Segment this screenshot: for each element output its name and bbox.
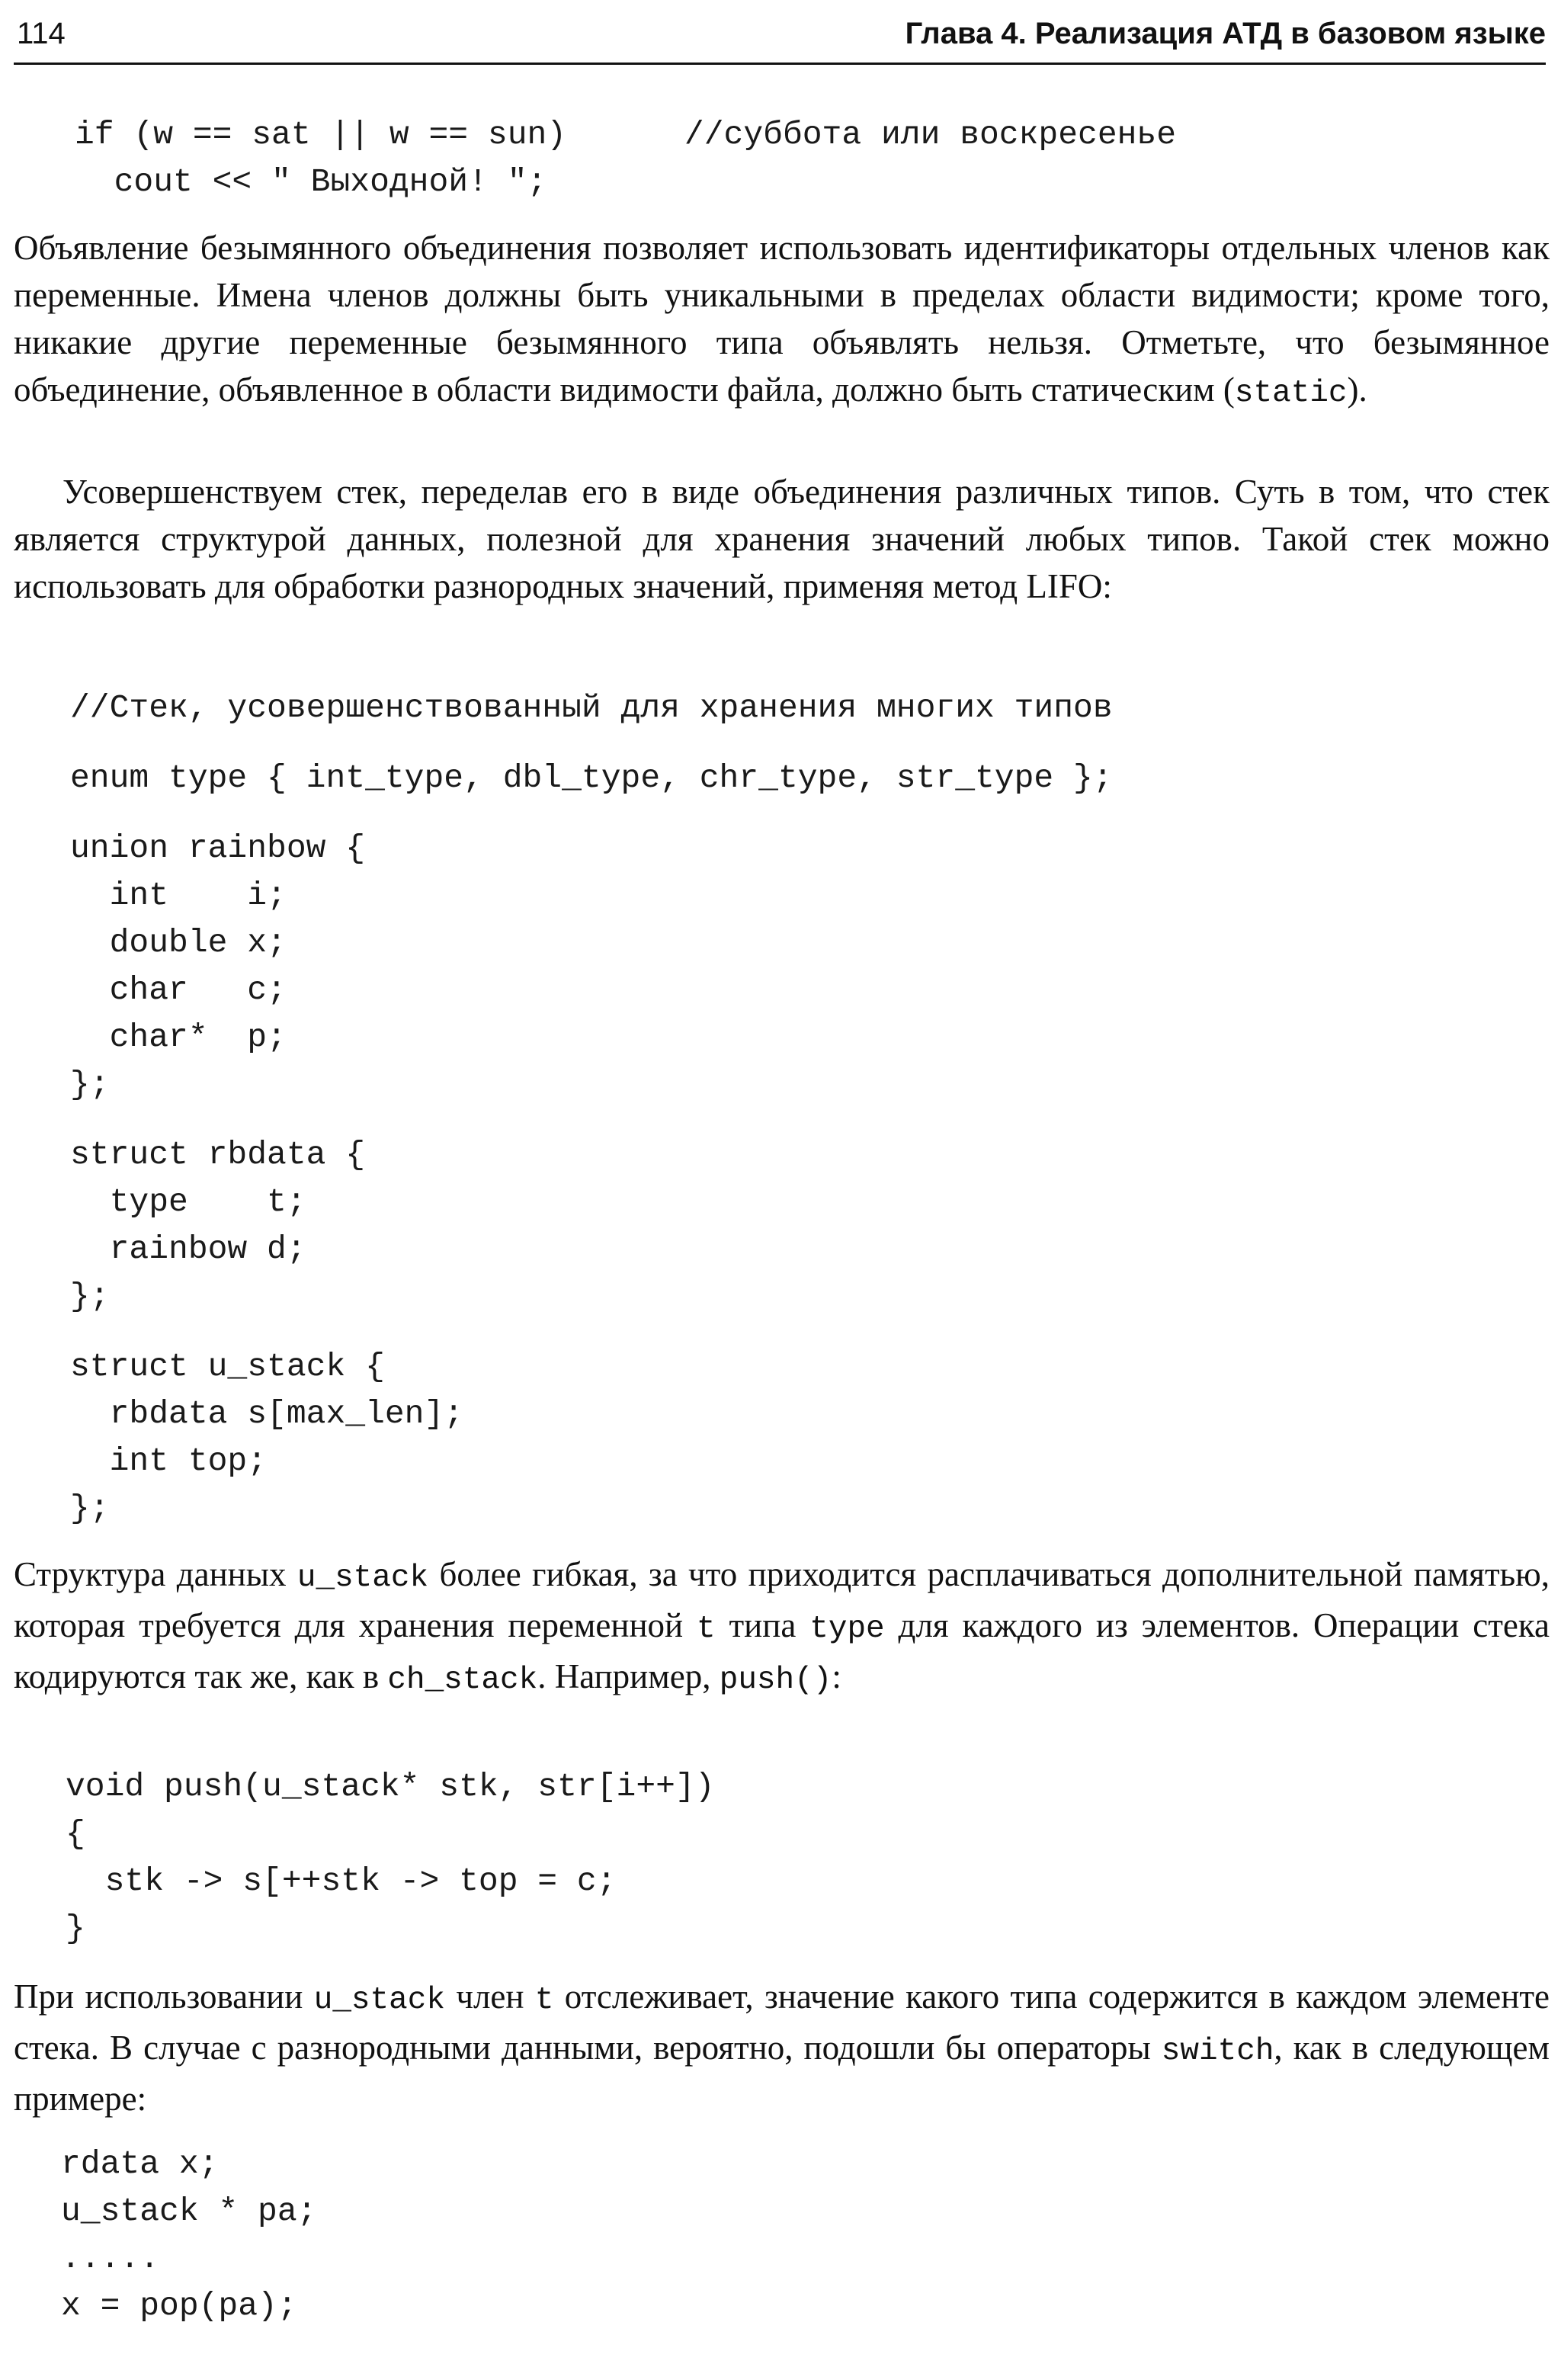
paragraph-switch-usage <box>14 1973 1550 2122</box>
code-line: u_stack * pa; <box>61 2192 317 2230</box>
code-line <box>70 802 1113 825</box>
code-line: rdata x; <box>61 2145 219 2183</box>
code-line: ..... <box>61 2240 160 2277</box>
code-line: char c; <box>70 971 287 1009</box>
code-line: stk -> s[++stk -> top = c; <box>66 1862 617 1900</box>
text-run: отслеживает, значение какого типа содержится в каждом элементе стека. В случае с разнородными данными, вероятно, подошли бы операторы <box>14 1977 1550 2067</box>
text-run: для каждого из элементов. Операции стека кодируются так же, как в <box>14 1606 1550 1695</box>
code-line: cout << " Выходной! "; <box>75 163 547 200</box>
text-run: Структура данных <box>14 1555 297 1593</box>
inline-code: type <box>809 1612 885 1647</box>
code-line: rainbow d; <box>70 1230 306 1268</box>
inline-code: u_stack <box>296 1560 429 1596</box>
inline-code: push() <box>719 1663 832 1698</box>
text-run: , как в следующем примере: <box>14 2029 1550 2118</box>
code-line <box>70 1320 1113 1343</box>
chapter-title: Глава 4. Реализация АТД в базовом языке <box>905 17 1546 50</box>
code-line: }; <box>70 1066 110 1103</box>
code-block-union-stack <box>70 685 1113 1532</box>
code-line: { <box>66 1815 85 1852</box>
text-run: Усовершенствуем стек, переделав его в виде объединения различных типов. Суть в том, что стек является структурой данных, полезной для хранения значений любых типов. Такой стек можно использовать для обработки разнородных значений, применяя метод LIFO: <box>14 473 1550 605</box>
code-line: x = pop(pa); <box>61 2287 297 2324</box>
text-run: : <box>832 1657 841 1695</box>
code-line: //Стек, усовершенствованный для хранения многих типов <box>70 689 1113 727</box>
code-line: rbdata s[max_len]; <box>70 1395 464 1432</box>
page-number: 114 <box>17 17 66 50</box>
inline-code: u_stack <box>313 1983 445 2018</box>
paragraph-anonymous-union <box>14 224 1550 417</box>
code-line: char* p; <box>70 1018 287 1056</box>
text-run: более гибкая, за что приходится расплачиваться дополнительной памятью, которая требуется для хранения переменной <box>14 1555 1550 1644</box>
text-run: . Например, <box>537 1657 720 1695</box>
code-line: enum type { int_type, dbl_type, chr_type, str_type }; <box>70 759 1113 797</box>
text-run: Объявление безымянного объединения позволяет использовать идентификаторы отдельных членов как переменные. Имена членов должны быть уникальными в пределах области видимости; кроме того, никакие другие переменные безымянного типа объявлять нельзя. Отметьте, что безымянное объединение, объявленное в области видимости файла, должно быть статическим ( <box>14 229 1550 409</box>
code-block-pop-example <box>61 2141 316 2330</box>
code-line: type t; <box>70 1183 306 1220</box>
code-line: } <box>66 1910 85 1947</box>
inline-code: t <box>697 1612 716 1647</box>
code-line: double x; <box>70 924 287 961</box>
code-line <box>70 732 1113 755</box>
running-header <box>14 12 1546 65</box>
paragraph-improved-stack <box>14 468 1550 610</box>
code-line: if (w == sat || w == sun) //суббота или воскресенье <box>75 116 1177 153</box>
code-line <box>70 1108 1113 1131</box>
code-block-push <box>66 1763 715 1952</box>
inline-code: static <box>1234 376 1348 411</box>
paragraph-u-stack <box>14 1551 1550 1704</box>
code-line: }; <box>70 1490 110 1527</box>
code-line: void push(u_stack* stk, str[i++]) <box>66 1768 715 1805</box>
inline-code: t <box>534 1983 554 2018</box>
text-run: При использовании <box>14 1977 314 2016</box>
code-line: }; <box>70 1278 110 1315</box>
text-run: член <box>444 1977 535 2016</box>
code-line: struct rbdata { <box>70 1136 366 1173</box>
code-line: union rainbow { <box>70 829 366 867</box>
code-block-weekend-check <box>75 111 1176 206</box>
code-line: struct u_stack { <box>70 1348 385 1385</box>
inline-code: ch_stack <box>387 1663 538 1698</box>
code-line: int i; <box>70 877 287 914</box>
inline-code: switch <box>1161 2034 1274 2069</box>
text-run: ). <box>1347 370 1367 409</box>
text-run: типа <box>715 1606 810 1644</box>
code-line: int top; <box>70 1442 268 1480</box>
